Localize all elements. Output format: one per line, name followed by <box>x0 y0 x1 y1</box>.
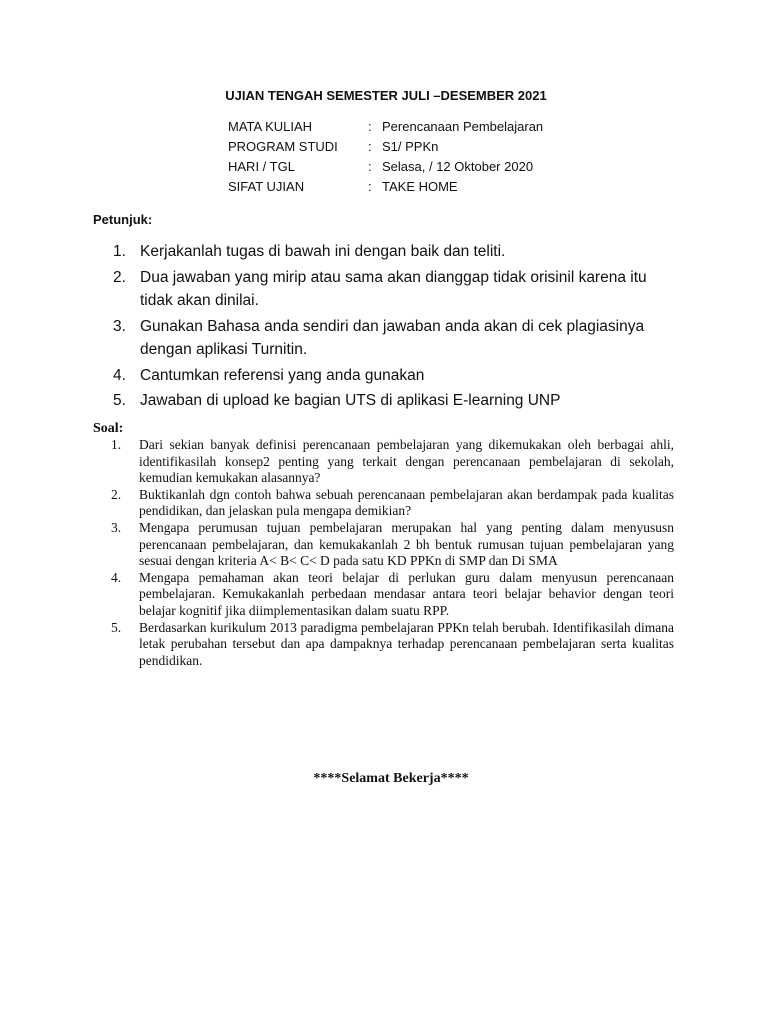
question-text: Mengapa pemahaman akan teori belajar di perlukan guru dalam menyusun perencanaan pembelajaran. Kemukakanlah perbedaan mendasar antara teori belajar behavior dengan teori belajar kognitif jika diimplementasikan dalam suatu RPP. <box>139 569 674 618</box>
question-number: 3. <box>111 519 122 535</box>
instruction-text: Jawaban di upload ke bagian UTS di aplikasi E-learning UNP <box>140 392 561 409</box>
instruction-text: Dua jawaban yang mirip atau sama akan dianggap tidak orisinil karena itu tidak akan dinilai. <box>140 268 647 309</box>
info-separator: : <box>368 139 372 154</box>
instruction-number: 3. <box>113 317 126 335</box>
question-number: 1. <box>111 437 122 452</box>
question-number: 5. <box>111 619 122 635</box>
instruction-item <box>113 240 673 264</box>
question-text: Mengapa perumusan tujuan pembelajaran merupakan hal yang penting dalam menyususn perencanaan pembelajaran, dan kemukakanlah 2 bh bentuk rumusan tujuan pembelajaran yang sesuai dengan kriteria A< B< C< D pada satu KD PPKn di SMP dan Di SMA <box>139 519 674 569</box>
info-label: SIFAT UJIAN <box>228 179 305 194</box>
questions-list <box>111 437 674 669</box>
closing-message: ****Selamat Bekerja**** <box>313 771 469 786</box>
instruction-number: 5. <box>113 392 126 409</box>
info-separator: : <box>368 159 372 174</box>
instruction-item <box>113 389 673 413</box>
instruction-number: 1. <box>113 243 126 260</box>
instruction-number: 4. <box>113 366 126 384</box>
question-item <box>111 520 674 570</box>
question-text: Dari sekian banyak definisi perencanaan pembelajaran yang dikemukakan oleh berbagai ahli, identifikasilah konsep2 penting yang terkait dengan perencanaan pembelajaran di sekolah, kemudian kemukakan alasannya? <box>139 437 674 486</box>
info-label: HARI / TGL <box>228 159 295 174</box>
info-label: MATA KULIAH <box>228 119 313 134</box>
info-separator: : <box>368 119 372 134</box>
info-row-date <box>228 157 543 177</box>
info-row-exam-type <box>228 177 543 197</box>
info-value: S1/ PPKn <box>382 139 439 154</box>
question-item <box>111 620 674 670</box>
info-label: PROGRAM STUDI <box>228 139 338 154</box>
info-row-course <box>228 117 543 137</box>
question-number: 4. <box>111 569 122 585</box>
question-text: Buktikanlah dgn contoh bahwa sebuah perencanaan pembelajaran akan berdampak pada kualitas pendidikan, dan jelaskan pula mengapa demikian? <box>139 486 674 519</box>
instruction-text: Gunakan Bahasa anda sendiri dan jawaban anda akan di cek plagiasinya dengan aplikasi Turnitin. <box>140 317 645 358</box>
instructions-list <box>113 240 673 415</box>
instruction-item <box>113 266 673 313</box>
info-row-program <box>228 137 543 157</box>
instruction-text: Cantumkan referensi yang anda gunakan <box>140 366 425 384</box>
info-value: Selasa, / 12 Oktober 2020 <box>382 159 534 174</box>
instruction-item <box>113 315 673 362</box>
questions-heading: Soal: <box>93 421 124 436</box>
exam-title: UJIAN TENGAH SEMESTER JULI –DESEMBER 2021 <box>225 88 547 103</box>
instruction-text: Kerjakanlah tugas di bawah ini dengan baik dan teliti. <box>140 243 506 260</box>
instruction-number: 2. <box>113 268 126 286</box>
question-item <box>111 570 674 620</box>
question-text: Berdasarkan kurikulum 2013 paradigma pembelajaran PPKn telah berubah. Identifikasilah dimana letak perubahan tersebut dan apa dampaknya terhadap perencanaan pembelajaran serta kualitas pendidikan. <box>139 619 674 668</box>
instruction-item <box>113 364 673 388</box>
info-value: Perencanaan Pembelajaran <box>382 119 544 134</box>
question-number: 2. <box>111 486 122 502</box>
question-item <box>111 437 674 487</box>
exam-info-block <box>228 117 543 197</box>
instructions-heading: Petunjuk: <box>93 212 153 227</box>
info-separator: : <box>368 179 372 194</box>
info-value: TAKE HOME <box>382 179 458 194</box>
question-item <box>111 487 674 520</box>
